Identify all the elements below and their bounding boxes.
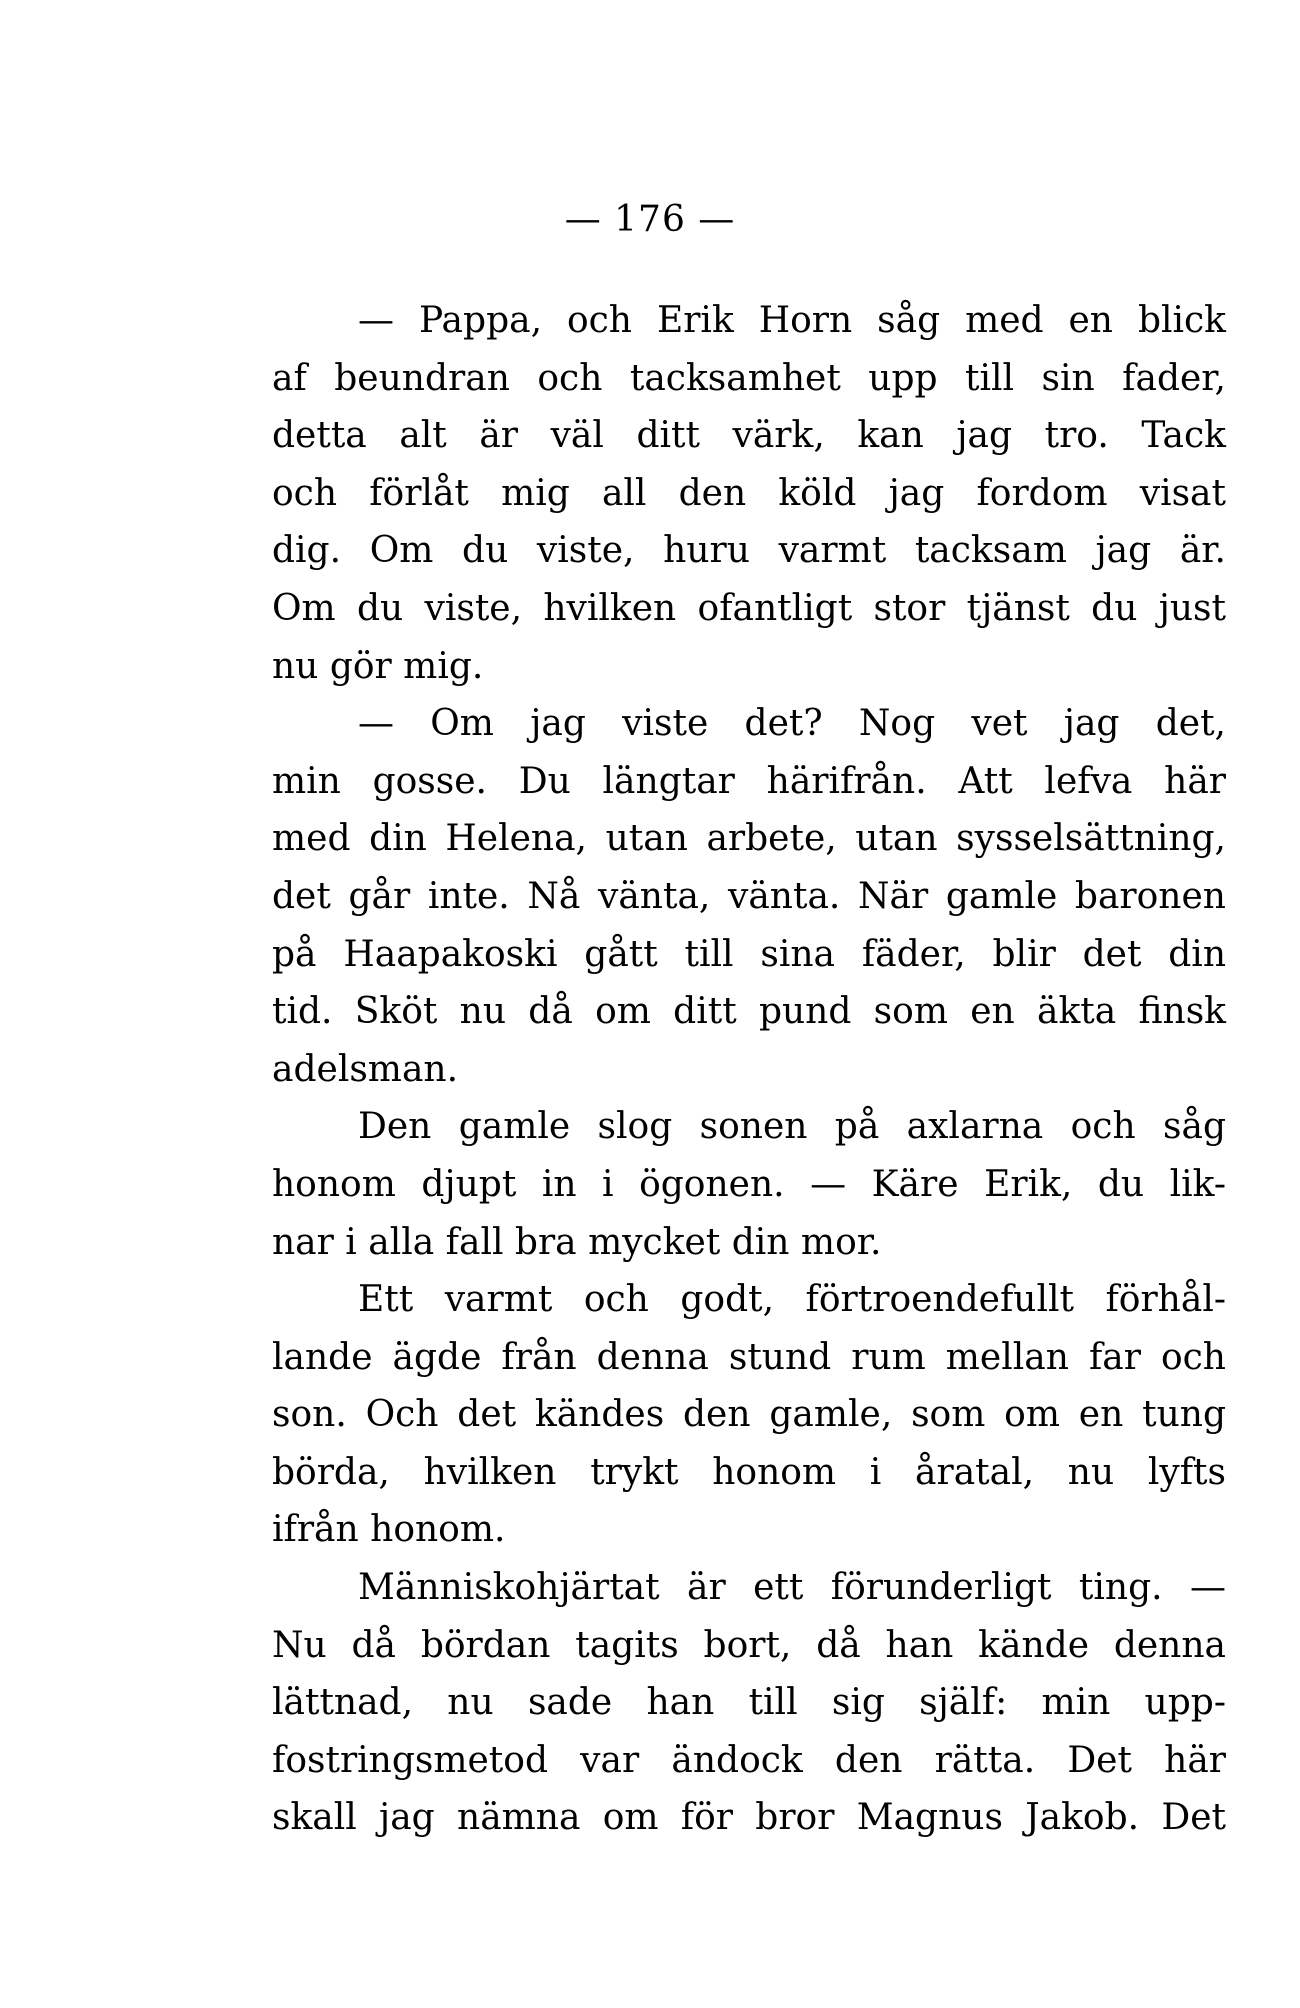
- text-line: Ett varmt och godt, förtroendefullt förhål-: [358, 1279, 1226, 1321]
- text-line: lättnad, nu sade han till sig själf: min upp-: [272, 1682, 1226, 1724]
- text-line: af beundran och tacksamhet upp till sin fader,: [272, 357, 1226, 399]
- text-line: skall jag nämna om för bror Magnus Jakob. Det: [272, 1797, 1226, 1839]
- text-line: fostringsmetod var ändock den rätta. Det här: [272, 1739, 1226, 1781]
- text-line: honom djupt in i ögonen. — Käre Erik, du lik-: [272, 1163, 1226, 1205]
- text-line: det går inte. Nå vänta, vänta. När gamle baronen: [272, 875, 1226, 917]
- text-line: son. Och det kändes den gamle, som om en tung: [272, 1394, 1226, 1436]
- text-line: min gosse. Du längtar härifrån. Att lefva här: [272, 760, 1226, 802]
- text-line: adelsman.: [272, 1048, 459, 1090]
- text-line: Den gamle slog sonen på axlarna och såg: [358, 1106, 1226, 1148]
- text-line: nu gör mig.: [272, 645, 484, 687]
- text-line: Nu då bördan tagits bort, då han kände denna: [272, 1624, 1226, 1666]
- text-line: — Pappa, och Erik Horn såg med en blick: [358, 300, 1226, 341]
- text-line: dig. Om du viste, huru varmt tacksam jag är.: [272, 530, 1226, 572]
- text-line: ifrån honom.: [272, 1509, 506, 1551]
- text-line: tid. Sköt nu då om ditt pund som en äkta finsk: [272, 991, 1226, 1033]
- text-line: lande ägde från denna stund rum mellan far och: [272, 1336, 1226, 1378]
- text-line: och förlåt mig all den köld jag fordom visat: [272, 472, 1226, 514]
- text-line: med din Helena, utan arbete, utan sysselsättning,: [272, 818, 1226, 860]
- body-text: [272, 292, 1226, 1847]
- page-number: — 176 —: [564, 199, 736, 240]
- text-line: börda, hvilken trykt honom i åratal, nu lyfts: [272, 1451, 1226, 1493]
- text-line: detta alt är väl ditt värk, kan jag tro. Tack: [272, 415, 1226, 457]
- text-line: Människohjärtat är ett förunderligt ting. —: [358, 1567, 1226, 1609]
- text-line: på Haapakoski gått till sina fäder, blir det din: [272, 933, 1226, 975]
- text-line: nar i alla fall bra mycket din mor.: [272, 1221, 882, 1263]
- text-line: — Om jag viste det? Nog vet jag det,: [358, 703, 1226, 745]
- text-line: Om du viste, hvilken ofantligt stor tjänst du just: [272, 587, 1226, 629]
